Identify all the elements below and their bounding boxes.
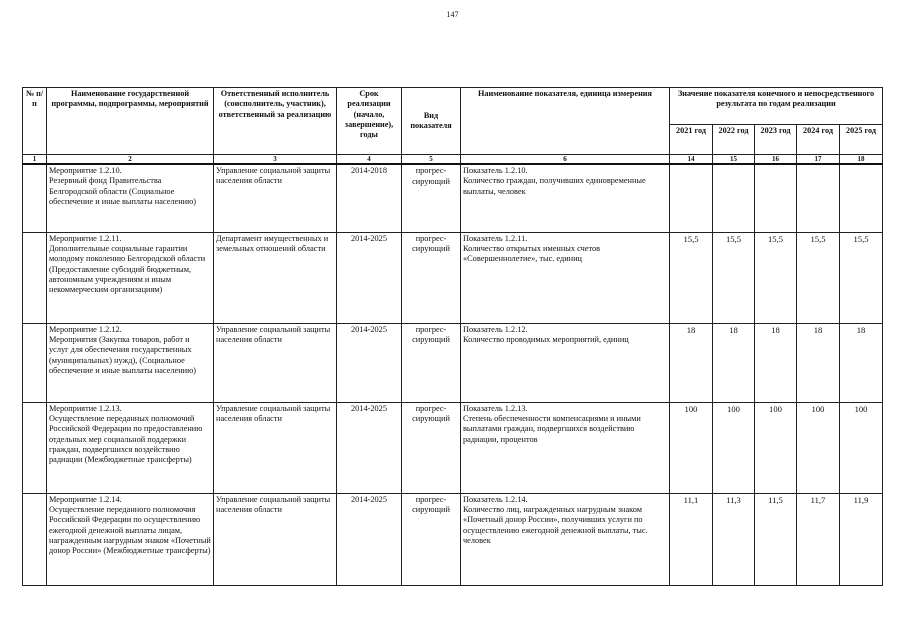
row-number	[23, 164, 47, 232]
event-name: Мероприятие 1.2.12. Мероприятия (Закупка товаров, работ и услуг для обеспечения государственных (муниципальных) нужд), (Социальное обеспечение и иные выплаты населению)	[47, 323, 214, 402]
period: 2014-2025	[337, 402, 402, 493]
column-number: 1	[23, 155, 47, 165]
header-values-group: Значение показателя конечного и непосредственного результата по годам реализации	[670, 88, 883, 125]
header-year: 2022 год	[713, 125, 755, 155]
column-number: 4	[337, 155, 402, 165]
value-cell: 100	[755, 402, 797, 493]
value-cell	[797, 164, 840, 232]
value-cell: 11,9	[840, 493, 883, 585]
header-year: 2021 год	[670, 125, 713, 155]
indicator-name: Показатель 1.2.10. Количество граждан, получивших единовременные выплаты, человек	[461, 164, 670, 232]
value-cell: 100	[797, 402, 840, 493]
header-num: № п/п	[23, 88, 47, 155]
value-cell: 11,5	[755, 493, 797, 585]
header-row	[23, 88, 883, 125]
header-year: 2025 год	[840, 125, 883, 155]
executor: Департамент имущественных и земельных отношений области	[214, 232, 337, 323]
value-cell: 11,1	[670, 493, 713, 585]
column-number: 16	[755, 155, 797, 165]
column-number: 17	[797, 155, 840, 165]
indicator-name: Показатель 1.2.11. Количество открытых именных счетов «Совершеннолетие», тыс. единиц	[461, 232, 670, 323]
indicator-name: Показатель 1.2.14. Количество лиц, награжденных нагрудным знаком «Почетный донор России», получивших услуги по осуществлению ежегодной денежной выплаты, тыс. человек	[461, 493, 670, 585]
value-cell: 18	[755, 323, 797, 402]
period: 2014-2025	[337, 232, 402, 323]
column-number: 18	[840, 155, 883, 165]
indicators-table	[22, 87, 883, 586]
event-name: Мероприятие 1.2.13. Осуществление переданных полномочий Российской Федерации по предоставлению отдельных мер социальной поддержки граждан, подвергшихся воздействию радиации (Межбюджетные трансферты)	[47, 402, 214, 493]
header-executor: Ответственный исполнитель (соисполнитель, участник), ответственный за реализацию	[214, 88, 337, 155]
value-cell: 18	[713, 323, 755, 402]
row-number	[23, 232, 47, 323]
event-name: Мероприятие 1.2.10. Резервный фонд Правительства Белгородской области (Социальное обеспечение и иные выплаты населению)	[47, 164, 214, 232]
table-body	[23, 155, 883, 586]
column-numbers-row	[23, 155, 883, 165]
column-number: 5	[402, 155, 461, 165]
value-cell	[755, 164, 797, 232]
header-period: Срок реализации (начало, завершение), годы	[337, 88, 402, 155]
row-number	[23, 402, 47, 493]
header-year: 2024 год	[797, 125, 840, 155]
column-number: 15	[713, 155, 755, 165]
event-name: Мероприятие 1.2.14. Осуществление переданного полномочия Российской Федерации по осуществлению ежегодной денежной выплаты лицам, награжденным нагрудным знаком «Почетный донор России» (Межбюджетные трансферты)	[47, 493, 214, 585]
value-cell: 11,3	[713, 493, 755, 585]
period: 2014-2025	[337, 493, 402, 585]
value-cell: 100	[670, 402, 713, 493]
indicator-name: Показатель 1.2.13. Степень обеспеченности компенсациями и иными выплатами граждан, подвергшихся воздействию радиации, процентов	[461, 402, 670, 493]
value-cell: 15,5	[840, 232, 883, 323]
value-cell	[670, 164, 713, 232]
value-cell: 18	[797, 323, 840, 402]
row-number	[23, 323, 47, 402]
indicator-kind: прогрес- сирующий	[402, 164, 461, 232]
indicator-kind: прогрес- сирующий	[402, 402, 461, 493]
row-number	[23, 493, 47, 585]
indicator-kind: прогрес- сирующий	[402, 323, 461, 402]
header-kind: Вид показателя	[402, 88, 461, 155]
indicator-kind: прогрес- сирующий	[402, 493, 461, 585]
value-cell: 18	[840, 323, 883, 402]
executor: Управление социальной защиты населения области	[214, 323, 337, 402]
executor: Управление социальной защиты населения области	[214, 164, 337, 232]
value-cell: 11,7	[797, 493, 840, 585]
value-cell: 15,5	[670, 232, 713, 323]
value-cell: 100	[713, 402, 755, 493]
header-program: Наименование государственной программы, подпрограммы, мероприятий	[47, 88, 214, 155]
indicator-name: Показатель 1.2.12. Количество проводимых мероприятий, единиц	[461, 323, 670, 402]
period: 2014-2018	[337, 164, 402, 232]
value-cell	[713, 164, 755, 232]
page-number: 147	[446, 10, 459, 19]
column-number: 6	[461, 155, 670, 165]
table-row	[23, 164, 883, 232]
column-number: 3	[214, 155, 337, 165]
table-row	[23, 402, 883, 493]
value-cell: 15,5	[797, 232, 840, 323]
indicator-kind: прогрес- сирующий	[402, 232, 461, 323]
column-number: 2	[47, 155, 214, 165]
executor: Управление социальной защиты населения области	[214, 402, 337, 493]
value-cell: 15,5	[713, 232, 755, 323]
table-row	[23, 323, 883, 402]
value-cell: 100	[840, 402, 883, 493]
table-row	[23, 232, 883, 323]
table-row	[23, 493, 883, 585]
header-year: 2023 год	[755, 125, 797, 155]
header-indicator: Наименование показателя, единица измерения	[461, 88, 670, 155]
value-cell: 18	[670, 323, 713, 402]
column-number: 14	[670, 155, 713, 165]
period: 2014-2025	[337, 323, 402, 402]
event-name: Мероприятие 1.2.11. Дополнительные социальные гарантии молодому поколению Белгородской области (Предоставление субсидий бюджетным, автономным учреждениям и иным некоммерческим организациям)	[47, 232, 214, 323]
value-cell	[840, 164, 883, 232]
executor: Управление социальной защиты населения области	[214, 493, 337, 585]
value-cell: 15,5	[755, 232, 797, 323]
